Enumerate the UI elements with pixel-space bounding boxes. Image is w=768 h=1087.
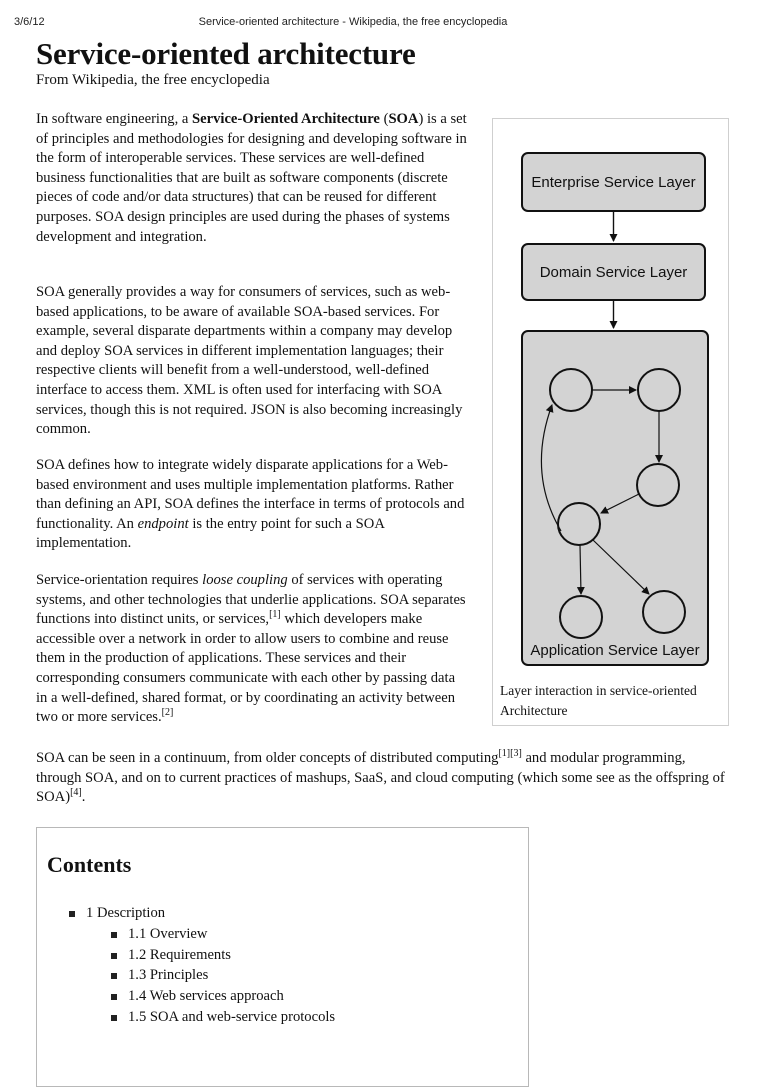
layer-diagram <box>497 123 726 679</box>
p1-open: ( <box>379 111 389 127</box>
toc-title: Contents <box>47 852 132 877</box>
p5-text-c: . <box>81 789 86 806</box>
toc-item-overview[interactable]: 1.1 Overview <box>111 924 335 945</box>
page-title: Service-oriented architecture <box>36 36 416 71</box>
reference-link[interactable]: [4] <box>70 787 82 799</box>
loose-coupling-term: loose coupling <box>202 572 288 588</box>
p1-lead: In software engineering, a <box>36 111 193 127</box>
paragraph-continuum <box>36 749 732 808</box>
endpoint-term: endpoint <box>137 515 189 532</box>
reference-link[interactable]: [1] <box>269 609 281 621</box>
p5-text-b: and modular programming, through SOA, and on to current practices of mashups, SaaS, and cloud computing (which some see as the offspring of SOA) <box>36 750 725 806</box>
service-node <box>637 464 679 506</box>
toc-list <box>69 903 165 924</box>
service-node <box>638 369 680 411</box>
table-of-contents <box>36 827 529 1087</box>
service-node <box>558 503 600 545</box>
p4-text-b: of services with operating systems, and other technologies that underlie applications. SOA separates functions into distinct units, or services, <box>36 572 466 628</box>
service-node <box>643 591 685 633</box>
p1-term: Service-Oriented Architecture <box>192 111 380 127</box>
p1-rest: ) is a set of principles and methodologies for designing and developing software in the form of interoperable services. These services are well-defined business functionalities that are built as software components (discrete pieces of code and/or data structures) that can be reused for different purposes. SOA design principles are used during the phases of systems development and integration. <box>36 111 467 245</box>
p1-abbr: SOA <box>388 111 419 127</box>
p5-text-a: SOA can be seen in a continuum, from older concepts of distributed computing <box>36 750 499 766</box>
print-header <box>0 16 768 32</box>
p4-text-c: which developers make accessible over a network in order to allow users to combine and reuse them in the production of applications. These services and their corresponding consumers communicate with each other by passing data in a well-defined, shared format, or by coordinating an activity between two or more services. <box>36 611 456 726</box>
reference-link[interactable]: [1] <box>498 748 511 759</box>
p3-text-b: is the entry point for such a SOA implementation. <box>36 515 385 552</box>
soa-layer-figure <box>492 118 729 726</box>
print-date: 3/6/12 <box>14 16 45 28</box>
paragraph-consumers: SOA generally provides a way for consumers of services, such as web-based applications, to be aware of available SOA-based services. For example, several disparate departments within a company may develop and deploy SOA services in different implementation languages; their respective clients will benefit from a well-understood, well-defined interface to access them. XML is often used for interfacing with SOA services, though this is not required. JSON is also becoming increasingly common. <box>36 284 463 438</box>
toc-item-web-services[interactable]: 1.4 Web services approach <box>111 986 335 1007</box>
service-node <box>550 369 592 411</box>
figure-caption: Layer interaction in service-oriented Architecture <box>500 683 697 718</box>
enterprise-layer-label: Enterprise Service Layer <box>531 174 696 191</box>
toc-item-protocols[interactable]: 1.5 SOA and web-service protocols <box>111 1007 335 1028</box>
application-layer-label: Application Service Layer <box>530 642 700 659</box>
toc-item-description[interactable]: 1 Description <box>69 903 165 924</box>
reference-link[interactable]: [3] <box>510 748 522 759</box>
reference-link[interactable]: [2] <box>161 707 174 719</box>
intro-paragraph <box>36 110 468 247</box>
toc-item-principles[interactable]: 1.3 Principles <box>111 965 335 986</box>
p4-text-a: Service-orientation requires <box>36 572 203 588</box>
toc-item-requirements[interactable]: 1.2 Requirements <box>111 945 335 966</box>
paragraph-integration <box>36 456 468 554</box>
domain-layer-label: Domain Service Layer <box>539 264 688 281</box>
print-page-title: Service-oriented architecture - Wikipedia, the free encyclopedia <box>198 16 508 28</box>
page-subtitle: From Wikipedia, the free encyclopedia <box>36 72 270 88</box>
toc-sublist <box>111 924 335 1028</box>
p3-text-a: SOA defines how to integrate widely disparate applications for a Web-based environment and uses multiple implementation platforms. Rather than defining an API, SOA defines the interface in terms of protocols and functionality. An <box>36 457 465 532</box>
service-node <box>560 596 602 638</box>
paragraph-loose-coupling <box>36 571 468 728</box>
